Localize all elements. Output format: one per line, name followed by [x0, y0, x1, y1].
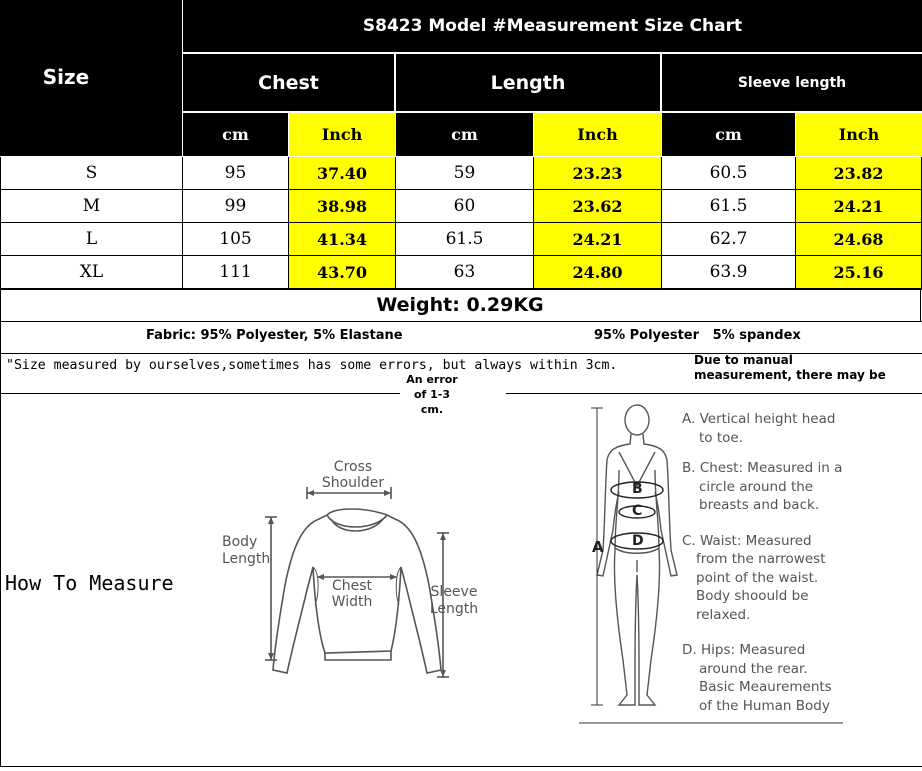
table-cell-size: S — [0, 157, 183, 190]
table-cell-sleeve-in: 24.21 — [796, 190, 922, 223]
body-length-label: Body Length — [222, 534, 271, 567]
sleeve-length-label: Sleeve Length — [429, 584, 479, 617]
table-cell-chest-in: 41.34 — [289, 223, 396, 256]
table-cell-chest-cm: 105 — [183, 223, 289, 256]
fabric-right: 95% Polyester 5% spandex — [594, 328, 801, 343]
table-cell-length-cm: 59 — [396, 157, 534, 190]
table-cell-chest-in: 37.40 — [289, 157, 396, 190]
fabric-left: Fabric: 95% Polyester, 5% Elastane — [146, 328, 403, 343]
size-header — [0, 0, 182, 156]
table-cell-sleeve-in: 25.16 — [796, 256, 922, 289]
table-cell-length-in: 24.80 — [534, 256, 662, 289]
table-cell-length-in: 24.21 — [534, 223, 662, 256]
how-to-measure: How To Measure — [5, 571, 174, 595]
body-label-a: A — [592, 538, 604, 556]
unit-sleeve-cm: cm — [662, 113, 795, 156]
table-cell-chest-in: 43.70 — [289, 256, 396, 289]
note-left: "Size measured by ourselves,sometimes has some errors, but always within 3cm. — [6, 358, 618, 373]
table-cell-chest-cm: 95 — [183, 157, 289, 190]
unit-chest-cm: cm — [183, 113, 288, 156]
instruction-c: C. Waist: Measured from the narrowest point of the waist. Body shoould be relaxed. — [682, 532, 826, 623]
table-cell-length-cm: 63 — [396, 256, 534, 289]
weight-row — [0, 289, 921, 321]
sleeve-length-header: Sleeve length — [662, 54, 922, 111]
table-cell-sleeve-in: 23.82 — [796, 157, 922, 190]
unit-sleeve-inch: Inch — [796, 113, 922, 156]
table-cell-sleeve-in: 24.68 — [796, 223, 922, 256]
table-cell-sleeve-cm: 60.5 — [662, 157, 796, 190]
body-label-c: C — [632, 503, 643, 519]
instruction-b: B. Chest: Measured in a circle around the breasts and back. — [682, 460, 843, 513]
unit-length-inch: Inch — [534, 113, 661, 156]
table-cell-sleeve-cm: 63.9 — [662, 256, 796, 289]
length-header: Length — [396, 54, 660, 111]
unit-length-cm: cm — [396, 113, 533, 156]
table-cell-length-cm: 61.5 — [396, 223, 534, 256]
body-label-d: D — [632, 533, 644, 549]
table-cell-size: M — [0, 190, 183, 223]
chest-header: Chest — [183, 54, 394, 111]
table-cell-size: L — [0, 223, 183, 256]
table-cell-sleeve-cm: 62.7 — [662, 223, 796, 256]
table-cell-length-cm: 60 — [396, 190, 534, 223]
instruction-a: A. Vertical height head to toe. — [682, 411, 836, 446]
table-cell-size: XL — [0, 256, 183, 289]
table-cell-chest-in: 38.98 — [289, 190, 396, 223]
table-cell-length-in: 23.62 — [534, 190, 662, 223]
table-cell-chest-cm: 99 — [183, 190, 289, 223]
note-right: Due to manual measurement, there may be — [694, 353, 886, 382]
instruction-d: D. Hips: Measured around the rear. Basic Meaurements of the Human Body — [682, 642, 832, 714]
note-error: An error of 1-3 cm. — [406, 373, 458, 416]
chart-title: S8423 Model #Measurement Size Chart — [183, 0, 922, 52]
weight-text: Weight: 0.29KG — [376, 294, 544, 316]
size-header-label: Size — [42, 64, 90, 89]
table-cell-chest-cm: 111 — [183, 256, 289, 289]
chest-width-label: Chest Width — [326, 578, 378, 610]
table-cell-length-in: 23.23 — [534, 157, 662, 190]
body-label-b: B — [632, 481, 643, 497]
cross-shoulder-label: Cross Shoulder — [321, 459, 385, 491]
table-cell-sleeve-cm: 61.5 — [662, 190, 796, 223]
measure-instructions — [682, 410, 852, 715]
unit-chest-inch: Inch — [289, 113, 395, 156]
